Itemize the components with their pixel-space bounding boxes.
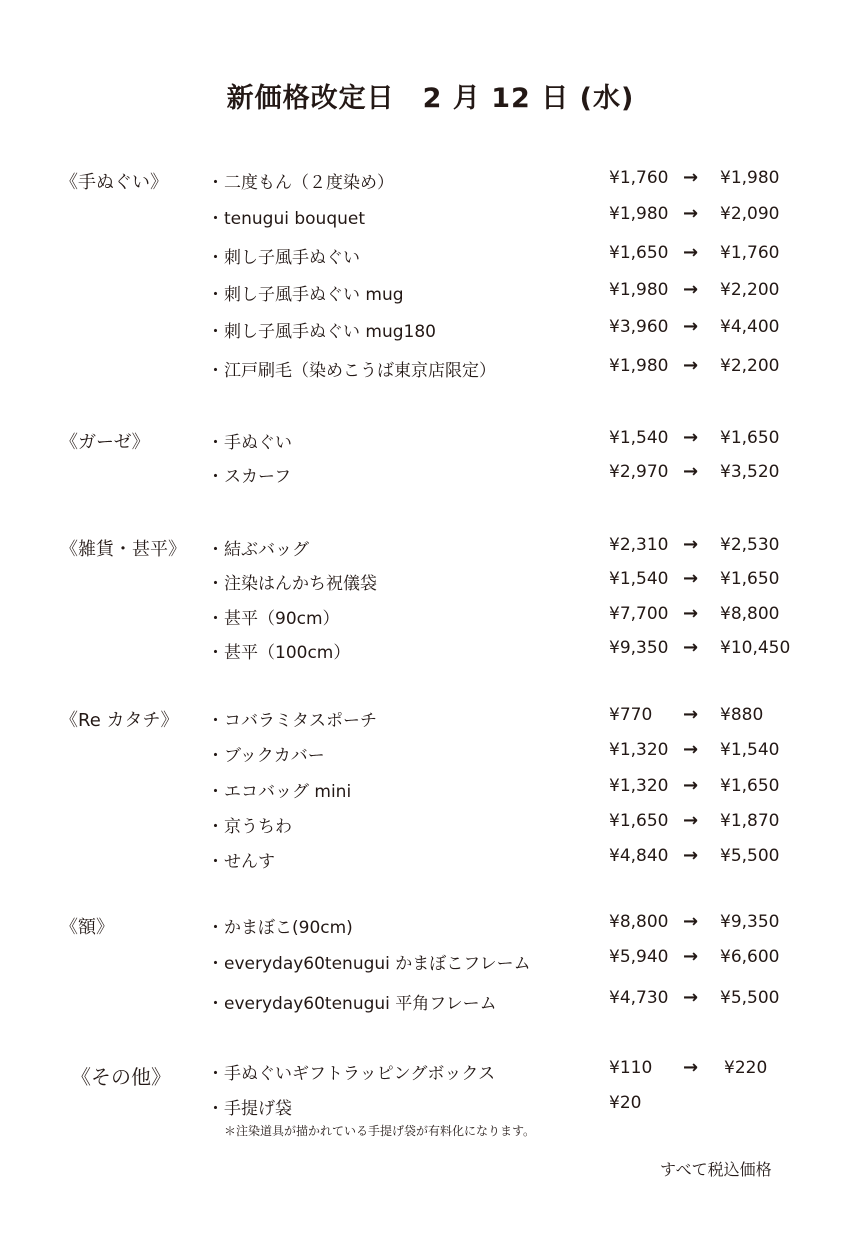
old-price: ¥1,760 <box>609 168 669 188</box>
old-price: ¥1,320 <box>609 776 669 796</box>
arrow-icon: → <box>683 242 699 263</box>
new-price: ¥3,520 <box>720 462 780 482</box>
item-name: ・注染はんかち祝儀袋 <box>207 574 377 594</box>
item-name: ・甚平（100cm） <box>207 643 351 663</box>
item-name: ・tenugui bouquet <box>207 209 366 229</box>
arrow-icon: → <box>683 810 699 831</box>
category-label: 《Re カタチ》 <box>60 710 179 731</box>
arrow-icon: → <box>683 845 699 866</box>
category-label: 《ガーゼ》 <box>60 432 150 453</box>
old-price: ¥1,540 <box>609 569 669 589</box>
arrow-icon: → <box>683 316 699 337</box>
arrow-icon: → <box>683 911 699 932</box>
arrow-icon: → <box>683 739 699 760</box>
item-name: ・江戸刷毛（染めこうば東京店限定） <box>207 361 496 381</box>
arrow-icon: → <box>683 603 699 624</box>
new-price: ¥8,800 <box>720 604 780 624</box>
new-price: ¥2,090 <box>720 204 780 224</box>
arrow-icon: → <box>683 775 699 796</box>
old-price: ¥8,800 <box>609 912 669 932</box>
item-name: ・everyday60tenugui かまぼこフレーム <box>207 954 531 974</box>
item-name: ・二度もん（２度染め） <box>207 173 394 193</box>
arrow-icon: → <box>683 203 699 224</box>
new-price: ¥1,980 <box>720 168 780 188</box>
new-price: ¥5,500 <box>720 988 780 1008</box>
new-price: ¥1,870 <box>720 811 780 831</box>
new-price: ¥2,530 <box>720 535 780 555</box>
item-name: ・せんす <box>207 852 275 872</box>
old-price: ¥20 <box>609 1093 642 1113</box>
item-name: ・結ぶバッグ <box>207 540 309 560</box>
new-price: ¥6,600 <box>720 947 780 967</box>
arrow-icon: → <box>683 946 699 967</box>
item-name: ・手ぬぐい <box>207 433 292 453</box>
arrow-icon: → <box>683 637 699 658</box>
category-label: 《手ぬぐい》 <box>60 172 168 193</box>
item-name: ・ブックカバー <box>207 746 325 766</box>
item-name: ・everyday60tenugui 平角フレーム <box>207 994 497 1014</box>
item-name: ・コバラミタスポーチ <box>207 711 377 731</box>
new-price: ¥5,500 <box>720 846 780 866</box>
old-price: ¥1,540 <box>609 428 669 448</box>
old-price: ¥3,960 <box>609 317 669 337</box>
item-name: ・エコバッグ mini <box>207 782 352 802</box>
old-price: ¥4,840 <box>609 846 669 866</box>
arrow-icon: → <box>683 427 699 448</box>
item-name: ・刺し子風手ぬぐい mug180 <box>207 322 436 342</box>
arrow-icon: → <box>683 279 699 300</box>
new-price: ¥1,650 <box>720 776 780 796</box>
arrow-icon: → <box>683 568 699 589</box>
old-price: ¥2,970 <box>609 462 669 482</box>
new-price: ¥1,760 <box>720 243 780 263</box>
old-price: ¥7,700 <box>609 604 669 624</box>
item-name: ・刺し子風手ぬぐい mug <box>207 285 404 305</box>
item-name: ・刺し子風手ぬぐい <box>207 248 360 268</box>
new-price: ¥220 <box>724 1058 768 1078</box>
old-price: ¥1,980 <box>609 356 669 376</box>
item-name: ・手提げ袋 <box>207 1099 292 1119</box>
category-label: 《雑貨・甚平》 <box>60 539 186 560</box>
footnote: ＊注染道具が描かれている手提げ袋が有料化になります。 <box>224 1124 536 1138</box>
old-price: ¥1,650 <box>609 243 669 263</box>
new-price: ¥4,400 <box>720 317 780 337</box>
tax-note: すべて税込価格 <box>660 1160 772 1179</box>
page-title: 新価格改定日 2 月 12 日 (水) <box>226 83 635 114</box>
new-price: ¥1,650 <box>720 428 780 448</box>
old-price: ¥110 <box>609 1058 653 1078</box>
item-name: ・手ぬぐいギフトラッピングボックス <box>207 1064 496 1084</box>
item-name: ・京うちわ <box>207 817 292 837</box>
item-name: ・かまぼこ(90cm) <box>207 918 353 938</box>
new-price: ¥10,450 <box>720 638 791 658</box>
old-price: ¥4,730 <box>609 988 669 1008</box>
item-name: ・甚平（90cm） <box>207 609 340 629</box>
new-price: ¥9,350 <box>720 912 780 932</box>
arrow-icon: → <box>683 987 699 1008</box>
arrow-icon: → <box>683 704 699 725</box>
arrow-icon: → <box>683 534 699 555</box>
old-price: ¥770 <box>609 705 653 725</box>
new-price: ¥1,650 <box>720 569 780 589</box>
new-price: ¥1,540 <box>720 740 780 760</box>
category-label: 《額》 <box>60 917 114 938</box>
new-price: ¥2,200 <box>720 356 780 376</box>
old-price: ¥1,320 <box>609 740 669 760</box>
old-price: ¥9,350 <box>609 638 669 658</box>
arrow-icon: → <box>683 1057 699 1078</box>
new-price: ¥2,200 <box>720 280 780 300</box>
old-price: ¥1,980 <box>609 280 669 300</box>
category-label: 《その他》 <box>71 1065 171 1089</box>
arrow-icon: → <box>683 461 699 482</box>
arrow-icon: → <box>683 355 699 376</box>
new-price: ¥880 <box>720 705 764 725</box>
old-price: ¥5,940 <box>609 947 669 967</box>
arrow-icon: → <box>683 167 699 188</box>
old-price: ¥1,980 <box>609 204 669 224</box>
old-price: ¥1,650 <box>609 811 669 831</box>
old-price: ¥2,310 <box>609 535 669 555</box>
item-name: ・スカーフ <box>207 467 292 487</box>
